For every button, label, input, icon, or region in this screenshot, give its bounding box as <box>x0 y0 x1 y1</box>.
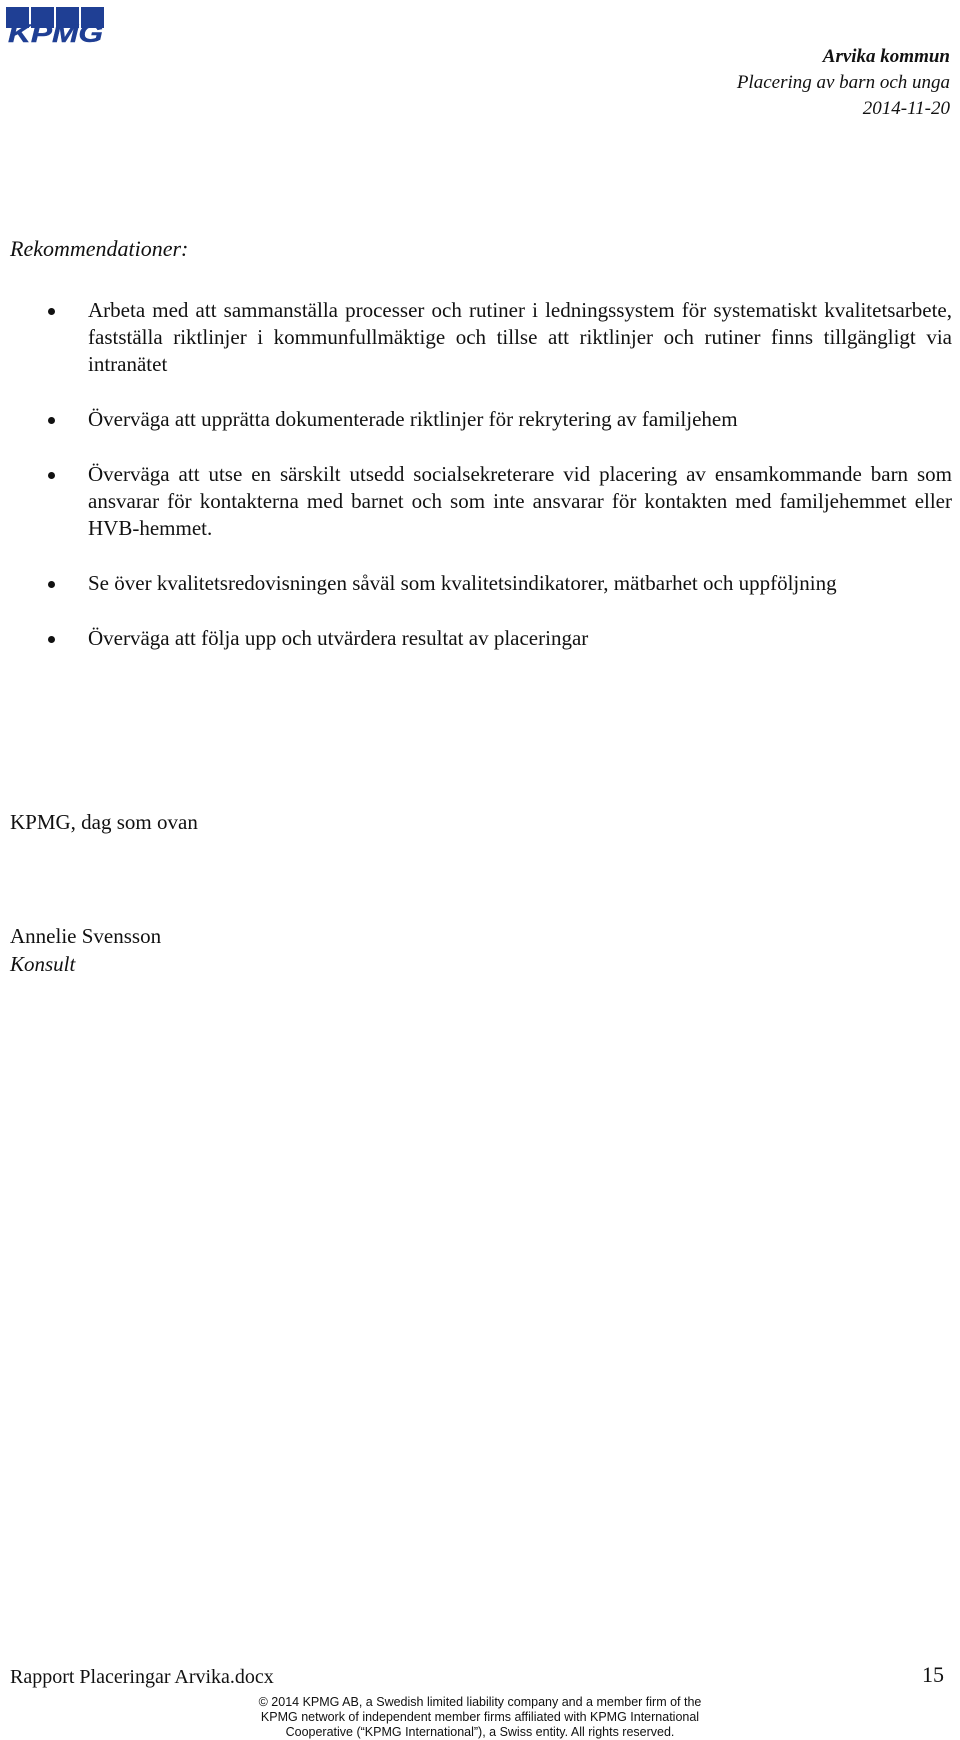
list-item-text: Överväga att följa upp och utvärdera resultat av placeringar <box>88 626 589 650</box>
header-organization: Arvika kommun <box>822 46 950 67</box>
kpmg-logo <box>6 7 106 44</box>
list-item-text: Arbeta med att sammanställa processer och rutiner i ledningssystem för systematiskt kvalitetsarbete, fastställa riktlinjer i kommunfullmäktige och tillse att riktlinjer och rutiner finns tillgängligt via intranätet <box>88 298 952 376</box>
bullet-icon <box>48 417 55 424</box>
footer-copyright <box>0 1695 960 1740</box>
footer-filename: Rapport Placeringar Arvika.docx <box>10 1666 274 1688</box>
signer-role: Konsult <box>10 952 76 976</box>
copyright-line: KPMG network of independent member firms affiliated with KPMG International <box>260 1710 700 1724</box>
bullet-icon <box>48 472 55 479</box>
document-header <box>737 44 950 122</box>
list-item-text: Överväga att utse en särskilt utsedd socialsekreterare vid placering av ensamkommande barn som ansvarar för kontakterna med barnet och som inte ansvarar för kontakten med familjehemmet eller HVB-hemmet. <box>88 462 952 540</box>
copyright-line: Cooperative (“KPMG International”), a Swiss entity. All rights reserved. <box>285 1725 675 1739</box>
list-item <box>0 570 960 597</box>
list-item-text: Överväga att upprätta dokumenterade riktlinjer för rekrytering av familjehem <box>88 407 738 431</box>
header-subject: Placering av barn och unga <box>736 72 950 93</box>
closing-line: KPMG, dag som ovan <box>10 810 198 834</box>
bullet-icon <box>48 308 55 315</box>
bullet-icon <box>48 581 55 588</box>
page-number: 15 <box>922 1662 944 1687</box>
logo-wordmark: KPMG <box>8 20 103 44</box>
list-item <box>0 297 960 378</box>
list-item <box>0 406 960 433</box>
header-date: 2014-11-20 <box>862 98 950 119</box>
copyright-line: © 2014 KPMG AB, a Swedish limited liability company and a member firm of the <box>258 1695 702 1709</box>
signature-block <box>10 922 161 978</box>
list-item-text: Se över kvalitetsredovisningen såväl som kvalitetsindikatorer, mätbarhet och uppföljning <box>88 571 837 595</box>
recommendation-list <box>0 297 960 680</box>
bullet-icon <box>48 636 55 643</box>
list-item <box>0 461 960 542</box>
section-title: Rekommendationer: <box>10 236 189 261</box>
signer-name: Annelie Svensson <box>10 924 162 948</box>
list-item <box>0 625 960 652</box>
